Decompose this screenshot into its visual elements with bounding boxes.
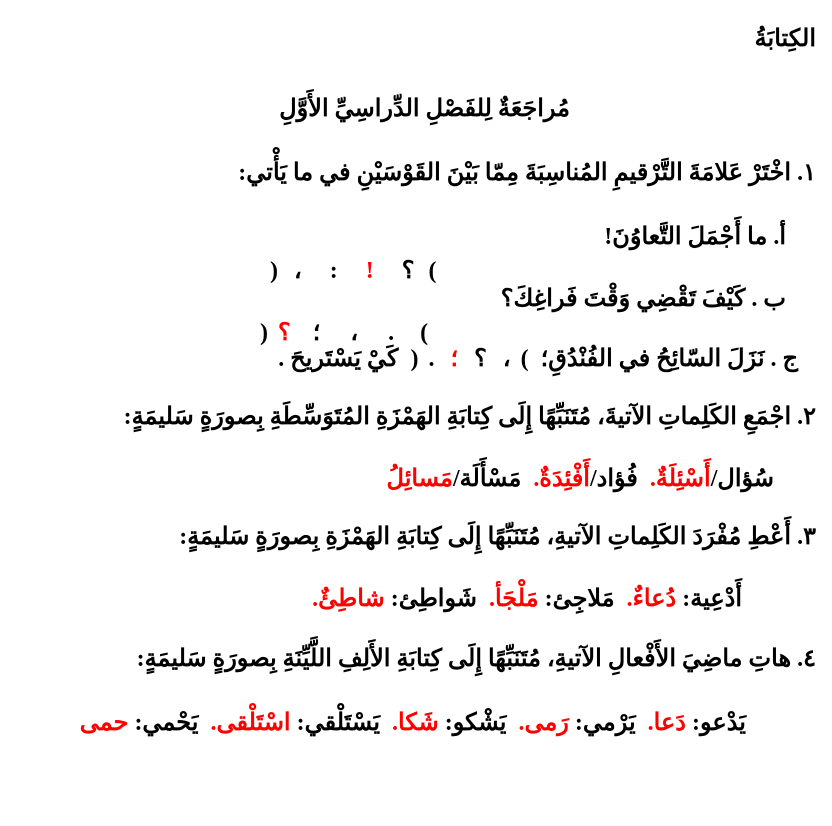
option-period: . bbox=[388, 320, 395, 346]
question-1c-options bbox=[410, 342, 528, 376]
option-colon: : bbox=[329, 258, 338, 284]
option-comma: ، bbox=[350, 320, 359, 346]
word-2: مَلاجِئ: bbox=[544, 586, 615, 612]
answer-3: شاطِئٌ. bbox=[312, 586, 385, 612]
option-semicolon-answer: ؛ bbox=[450, 346, 459, 372]
answer-2: أَفْئِدَةٌ. bbox=[533, 466, 590, 492]
question-1a-sentence: أ. ما أَجْمَلَ التَّعاوُنَ! bbox=[604, 224, 786, 250]
answer-1: دُعاءٌ. bbox=[626, 586, 677, 612]
close-paren: ( bbox=[420, 320, 429, 346]
open-paren: ) bbox=[270, 258, 278, 284]
option-comma: ، bbox=[294, 258, 302, 284]
answer-5: حمى bbox=[79, 710, 129, 736]
option-question: ؟ bbox=[474, 346, 487, 372]
option-comma: ، bbox=[502, 346, 511, 372]
question-1b-sentence: ب . كَيْفَ تَقْضِي وَقْتَ فَراغِكَ؟ bbox=[500, 286, 786, 312]
open-paren: ) bbox=[260, 320, 268, 346]
page-title: الكِتابَةُ bbox=[754, 26, 816, 52]
answer-1: دَعا. bbox=[647, 710, 686, 736]
close-paren: ) bbox=[410, 346, 419, 372]
question-3-answers bbox=[312, 582, 742, 616]
option-period: . bbox=[428, 346, 435, 372]
question-1c-sentence bbox=[278, 342, 798, 376]
answer-1: أَسْئِلَةٌ. bbox=[649, 466, 711, 492]
open-paren: ( bbox=[520, 346, 529, 372]
question-1-heading: ١. اخْتَرْ عَلامَةَ التَّرْقيمِ المُناسِبَةَ مِمّا بَيْنَ القَوْسَيْنِ في ما يَأْتي: bbox=[238, 160, 816, 186]
question-3-heading: ٣. أَعْطِ مُفْرَدَ الكَلِماتِ الآتيةِ، مُتَنَبِّهًا إِلَى كِتابَةِ الهَمْزَةِ بِصورَةٍ سَليمَةٍ: bbox=[179, 524, 816, 550]
question-4-heading: ٤. هاتِ ماضِيَ الأَفْعالِ الآتيةِ، مُتَنَبِّهًا إِلَى كِتابَةِ الأَلِفِ اللَّيِّنَةِ بِصورَةٍ سَليمَةٍ: bbox=[136, 646, 816, 672]
word-3: مَسْأَلَة/ bbox=[452, 466, 522, 492]
word-2: يَرْمي: bbox=[574, 710, 636, 736]
word-5: يَحْمي: bbox=[134, 710, 199, 736]
word-1: يَدْعو: bbox=[692, 710, 746, 736]
answer-2: رَمى. bbox=[518, 710, 569, 736]
option-semicolon: ؛ bbox=[312, 320, 321, 346]
question-2-heading: ٢. اجْمَعِ الكَلِماتِ الآتيةَ، مُتَنَبِّهًا إِلَى كِتابَةِ الهَمْزَةِ المُتَوَسِّطَةِ بِصورَةٍ سَليمَةٍ: bbox=[123, 404, 816, 430]
sentence-suffix: كَيْ يَسْتَريحَ . bbox=[278, 346, 399, 372]
option-exclamation-answer: ! bbox=[365, 258, 374, 284]
word-2: فُؤاد/ bbox=[589, 466, 638, 492]
question-1b-options bbox=[248, 282, 428, 350]
answer-3: مَسائِلُ bbox=[386, 466, 453, 492]
word-3: شَواطِئ: bbox=[390, 586, 477, 612]
option-question: ؟ bbox=[401, 258, 415, 284]
answer-2: مَلْجَأ. bbox=[488, 586, 539, 612]
word-1: سُؤال/ bbox=[710, 466, 774, 492]
answer-3: شَكا. bbox=[392, 710, 439, 736]
page-subtitle: مُراجَعَةٌ لِلفَصْلِ الدِّراسِيِّ الأَوَّلِ bbox=[279, 96, 570, 122]
word-3: يَشْكو: bbox=[444, 710, 507, 736]
word-4: يَسْتَلْقي: bbox=[296, 710, 381, 736]
question-4-answers bbox=[80, 706, 746, 740]
sentence-prefix: ج . نَزَلَ السّائِحُ في الفُنْدُقِ؛ bbox=[540, 346, 798, 372]
question-2-answers bbox=[387, 462, 774, 496]
close-paren: ( bbox=[428, 258, 437, 284]
word-1: أَدْعِية: bbox=[682, 586, 742, 612]
option-question-answer: ؟ bbox=[278, 320, 291, 346]
answer-4: اسْتَلْقى. bbox=[210, 710, 291, 736]
question-1a-options bbox=[258, 220, 437, 288]
